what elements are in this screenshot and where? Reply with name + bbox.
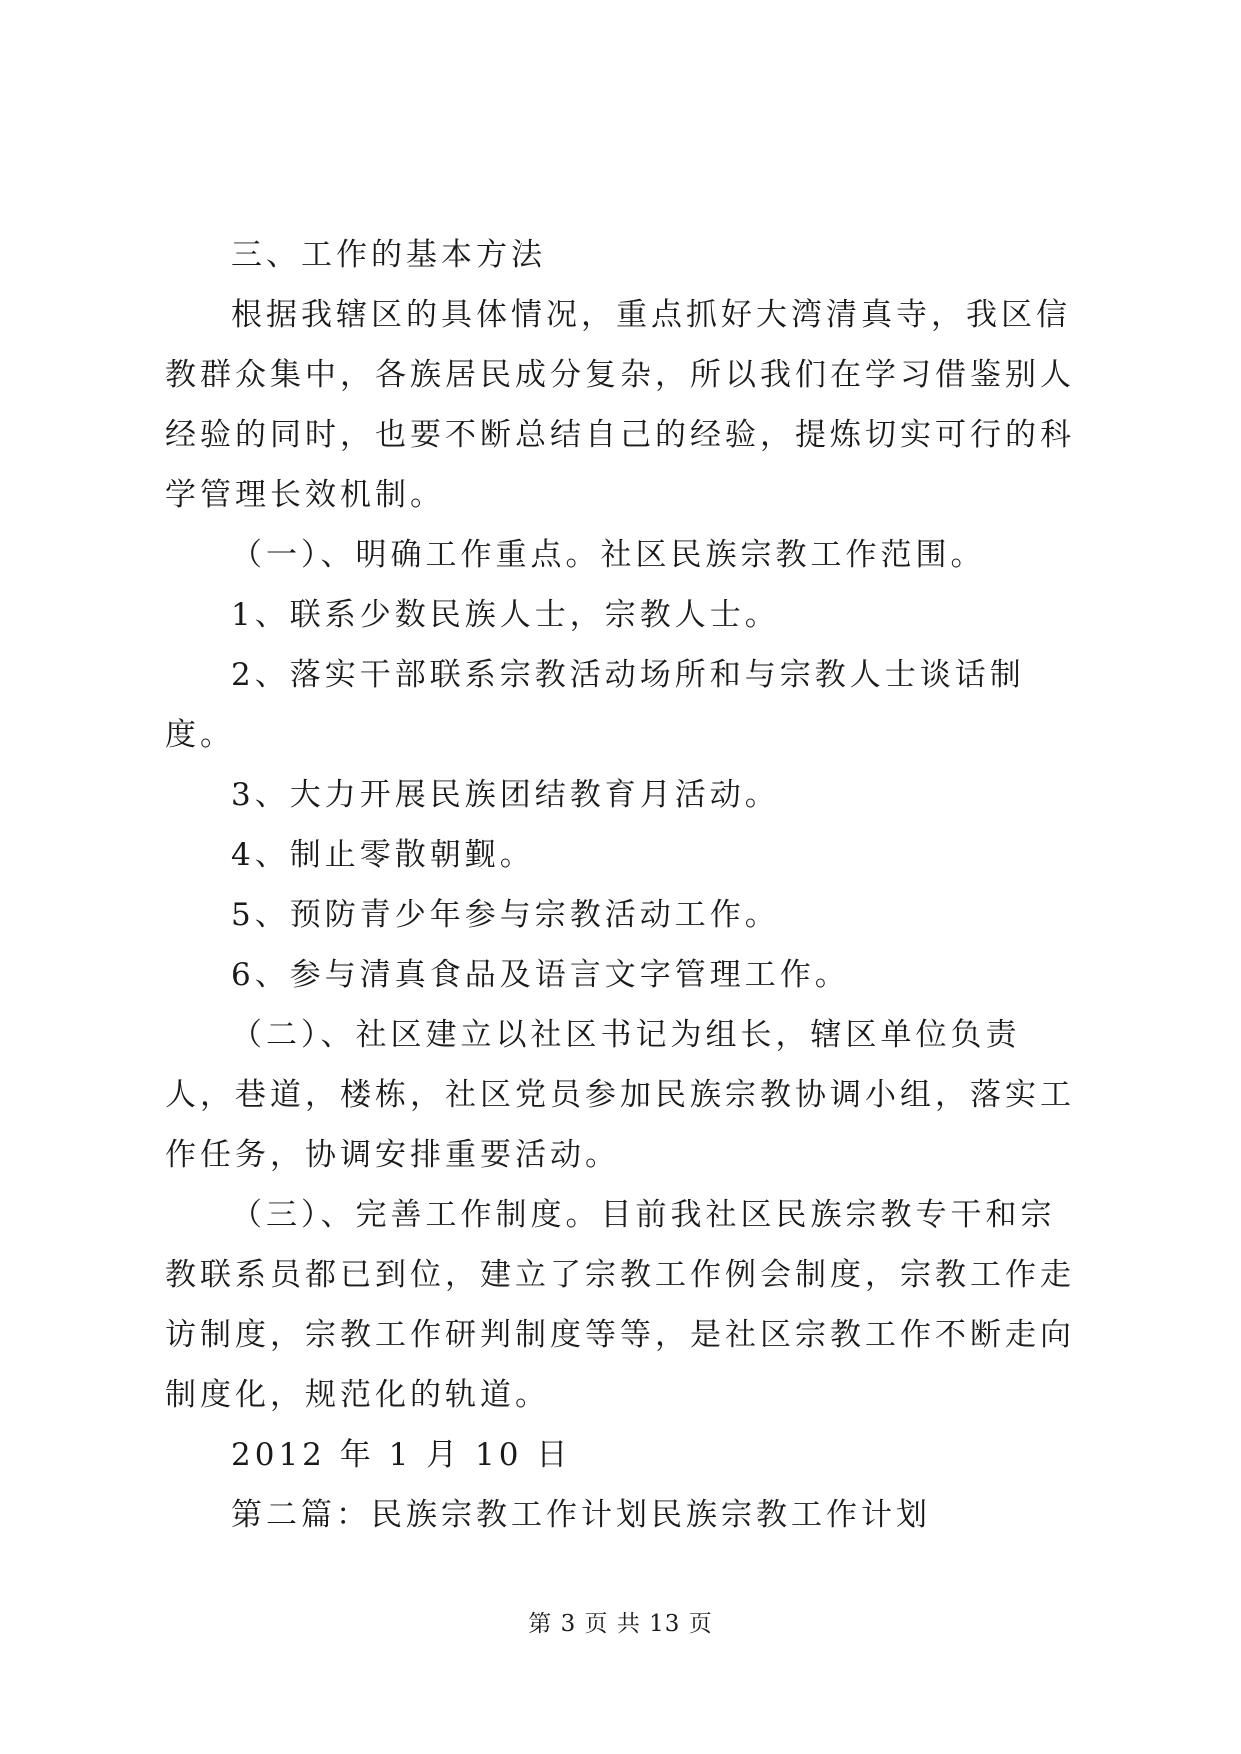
date-line: 2012 年 1 月 10 日 [231, 1437, 572, 1473]
list-item: 3、大力开展民族团结教育月活动。 [231, 777, 780, 813]
list-item: 1、联系少数民族人士，宗教人士。 [231, 597, 780, 633]
page-number: 第 3 页 共 13 页 [528, 1611, 713, 1637]
list-item: 6、参与清真食品及语言文字管理工作。 [231, 957, 850, 993]
next-article-title: 第二篇：民族宗教工作计划民族宗教工作计划 [231, 1497, 931, 1533]
list-item: 2、落实干部联系宗教活动场所和与宗教人士谈话制度。 [165, 657, 1025, 753]
list-item: 5、预防青少年参与宗教活动工作。 [231, 897, 780, 933]
paragraph-subsection-3: （三）、完善工作制度。目前我社区民族宗教专干和宗教联系员都已到位，建立了宗教工作例会制度，宗教工作走访制度，宗教工作研判制度等等，是社区宗教工作不断走向制度化，规范化的轨道。 [165, 1197, 1075, 1413]
paragraph-subsection-2: （二）、社区建立以社区书记为组长，辖区单位负责人，巷道，楼栋，社区党员参加民族宗教协调小组，落实工作任务，协调安排重要活动。 [165, 1017, 1075, 1173]
section-heading: 三、工作的基本方法 [231, 237, 546, 273]
document-body [165, 225, 1085, 1545]
list-item: 4、制止零散朝觐。 [231, 837, 535, 873]
subsection-heading-1: （一）、明确工作重点。社区民族宗教工作范围。 [231, 537, 986, 573]
paragraph-intro: 根据我辖区的具体情况，重点抓好大湾清真寺，我区信教群众集中，各族居民成分复杂，所以我们在学习借鉴别人经验的同时，也要不断总结自己的经验，提炼切实可行的科学管理长效机制。 [165, 297, 1075, 513]
